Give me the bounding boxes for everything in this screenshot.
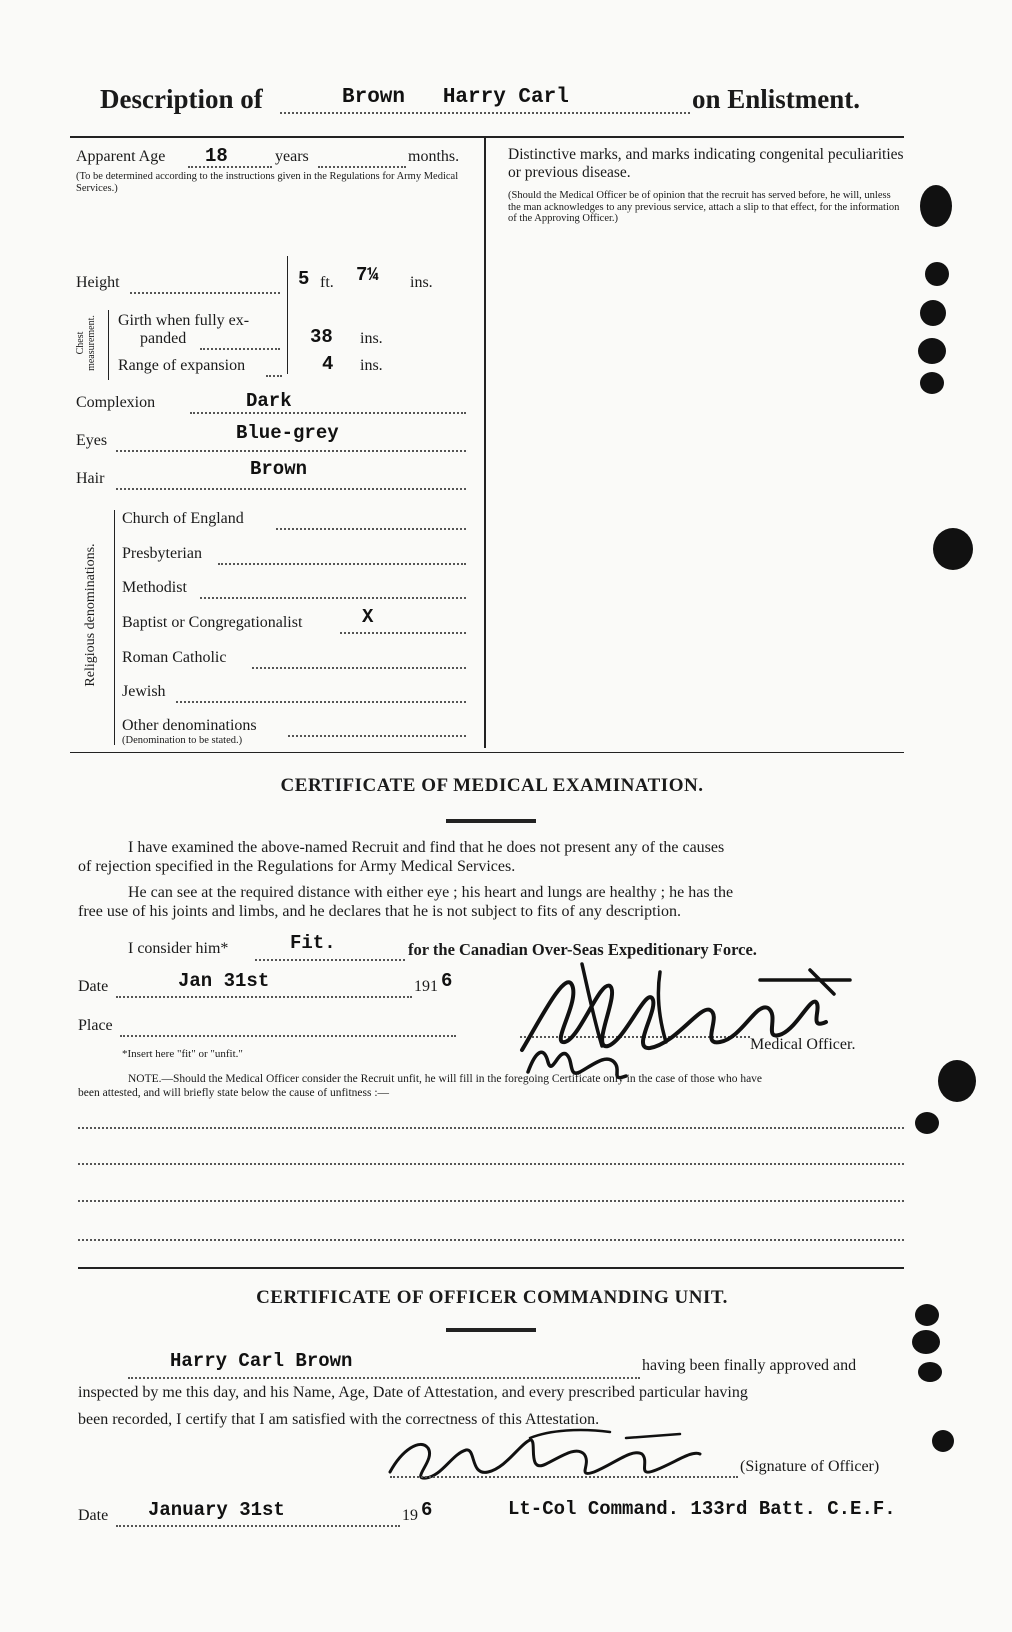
commanding-line3: been recorded, I certify that I am satisfied with the correctness of this Attestation. bbox=[78, 1411, 600, 1428]
punch-hole-8 bbox=[915, 1112, 939, 1134]
religion-dots-3 bbox=[340, 632, 466, 634]
years-label: years bbox=[275, 148, 309, 165]
religion-label-text: Religious denominations. bbox=[83, 543, 98, 687]
hair-dots bbox=[116, 488, 466, 490]
ft-label: ft. bbox=[320, 274, 334, 291]
unfit-line-3 bbox=[78, 1200, 904, 1202]
religion-baptist-label: Baptist or Congregationalist bbox=[122, 614, 303, 631]
age-years-line bbox=[188, 166, 272, 168]
consider-dots bbox=[255, 959, 405, 961]
punch-hole-6 bbox=[933, 528, 973, 570]
complexion-dots bbox=[190, 412, 466, 414]
punch-hole-11 bbox=[918, 1362, 942, 1382]
age-months-line bbox=[318, 166, 406, 168]
unfit-line-4 bbox=[78, 1239, 904, 1241]
medical-year-suffix: 6 bbox=[441, 970, 453, 992]
measure-divider bbox=[287, 256, 288, 374]
apparent-age-label: Apparent Age bbox=[76, 148, 166, 165]
girth-dots bbox=[200, 348, 280, 350]
commanding-year-prefix: 19 bbox=[402, 1507, 418, 1524]
consider-value: Fit. bbox=[290, 932, 336, 954]
middle-rule bbox=[70, 752, 904, 753]
age-years-value: 18 bbox=[205, 145, 228, 167]
medical-date-label: Date bbox=[78, 978, 109, 995]
commanding-title: CERTIFICATE OF OFFICER COMMANDING UNIT. bbox=[256, 1287, 728, 1308]
religion-dots-0 bbox=[276, 528, 466, 530]
commanding-year-suffix: 6 bbox=[421, 1499, 433, 1521]
range-label: Range of expansion bbox=[118, 357, 246, 374]
girth-label-1: Girth when fully ex- bbox=[118, 312, 250, 329]
months-label: months. bbox=[408, 148, 460, 165]
religion-dots-1 bbox=[218, 563, 466, 565]
place-label: Place bbox=[78, 1017, 113, 1034]
place-dots bbox=[120, 1035, 456, 1037]
range-value: 4 bbox=[322, 353, 334, 375]
religion-methodist: Methodist bbox=[122, 579, 187, 596]
heading-name-line bbox=[280, 112, 690, 114]
range-dots bbox=[266, 375, 282, 377]
medical-note-line1: NOTE.—Should the Medical Officer consider the Recruit unfit, he will fill in the foregoing Certificate only in the case of those who have bbox=[128, 1073, 763, 1085]
commanding-date-dots bbox=[116, 1525, 400, 1527]
marks-heading: Distinctive marks, and marks indicating congenital peculiarities or previous disease. bbox=[508, 146, 904, 181]
religion-dots-2 bbox=[200, 597, 466, 599]
commanding-line2: inspected by me this day, and his Name, Age, Date of Attestation, and every prescribed particular having bbox=[78, 1384, 748, 1401]
religion-dots-4 bbox=[252, 667, 466, 669]
recruit-name: Brown Harry Carl bbox=[342, 86, 569, 109]
medical-para1-line1: I have examined the above-named Recruit and find that he does not present any of the causes bbox=[128, 839, 725, 856]
denomination-note: (Denomination to be stated.) bbox=[122, 735, 243, 746]
height-dots bbox=[130, 292, 280, 294]
marks-note: (Should the Medical Officer be of opinion that the recruit has served before, he will, unless the man acknowledges to any previous service, attach a slip to that effect, for the information of the Approving Officer.) bbox=[508, 190, 900, 224]
religion-dots-5 bbox=[176, 701, 466, 703]
religion-roman-catholic: Roman Catholic bbox=[122, 649, 227, 666]
girth-value: 38 bbox=[310, 326, 333, 348]
commanding-rank-value: Lt-Col Command. 133rd Batt. C.E.F. bbox=[508, 1498, 896, 1520]
religion-presbyterian: Presbyterian bbox=[122, 545, 202, 562]
complexion-value: Dark bbox=[246, 390, 292, 412]
signature-dots bbox=[390, 1476, 738, 1478]
eyes-value: Blue-grey bbox=[236, 422, 339, 444]
commanding-name-dots bbox=[128, 1377, 640, 1379]
punch-hole-7 bbox=[938, 1060, 976, 1102]
column-divider bbox=[484, 136, 486, 748]
eyes-label: Eyes bbox=[76, 432, 108, 449]
height-ft-value: 5 bbox=[298, 268, 310, 290]
punch-hole-2 bbox=[925, 262, 949, 286]
medical-title: CERTIFICATE OF MEDICAL EXAMINATION. bbox=[280, 775, 704, 796]
complexion-label: Complexion bbox=[76, 394, 156, 411]
punch-hole-4 bbox=[918, 338, 946, 364]
religion-baptist bbox=[122, 614, 302, 632]
medical-date-value: Jan 31st bbox=[178, 970, 270, 992]
age-note: (To be determined according to the instructions given in the Regulations for Army Medical Services.) bbox=[76, 171, 459, 194]
chest-label bbox=[66, 308, 106, 378]
hair-value: Brown bbox=[250, 458, 308, 480]
chest-bracket bbox=[108, 310, 109, 380]
religion-baptist-mark: X bbox=[362, 606, 374, 628]
commanding-title-underline bbox=[446, 1328, 536, 1332]
eyes-dots bbox=[116, 450, 466, 452]
insert-note: *Insert here "fit" or "unfit." bbox=[122, 1048, 243, 1060]
top-rule bbox=[70, 136, 904, 138]
force-label: for the Canadian Over-Seas Expeditionary Force. bbox=[408, 940, 757, 959]
medical-officer-label: Medical Officer. bbox=[750, 1036, 856, 1053]
commanding-line1-suffix: having been finally approved and bbox=[642, 1357, 857, 1374]
chest-label-text: Chest measurement. bbox=[75, 315, 97, 371]
religion-dots-6 bbox=[288, 735, 466, 737]
hair-label: Hair bbox=[76, 470, 105, 487]
girth-ins-label: ins. bbox=[360, 330, 383, 347]
punch-hole-12 bbox=[932, 1430, 954, 1452]
heading-left: Description of bbox=[100, 84, 263, 114]
lower-rule bbox=[78, 1267, 904, 1269]
height-in-value: 7¼ bbox=[356, 264, 379, 286]
commanding-date-label: Date bbox=[78, 1507, 109, 1524]
unfit-line-1 bbox=[78, 1127, 904, 1129]
commanding-officer-signature bbox=[380, 1420, 720, 1490]
medical-para1-line2: of rejection specified in the Regulations for Army Medical Services. bbox=[78, 858, 516, 875]
punch-hole-5 bbox=[920, 372, 944, 394]
religion-other: Other denominations bbox=[122, 717, 257, 734]
height-label: Height bbox=[76, 274, 120, 291]
medical-title-underline bbox=[446, 819, 536, 823]
medical-year-prefix: 191 bbox=[414, 978, 438, 995]
heading-right: on Enlistment. bbox=[692, 84, 861, 114]
commanding-date-value: January 31st bbox=[148, 1499, 285, 1521]
punch-hole-10 bbox=[912, 1330, 940, 1354]
range-ins-label: ins. bbox=[360, 357, 383, 374]
medical-para2-line1: He can see at the required distance with either eye ; his heart and lungs are healthy ; he has the bbox=[128, 884, 734, 901]
religion-bracket bbox=[114, 510, 115, 745]
commanding-name-value: Harry Carl Brown bbox=[170, 1350, 353, 1372]
religion-church-of-england: Church of England bbox=[122, 510, 244, 527]
religion-label bbox=[68, 540, 114, 690]
medical-para2-line2: free use of his joints and limbs, and he declares that he is not subject to fits of any description. bbox=[78, 903, 681, 920]
religion-jewish: Jewish bbox=[122, 683, 166, 700]
punch-hole-3 bbox=[920, 300, 946, 326]
medical-date-dots bbox=[116, 996, 412, 998]
signature-label: (Signature of Officer) bbox=[740, 1458, 880, 1475]
punch-hole-1 bbox=[920, 185, 952, 227]
unfit-line-2 bbox=[78, 1163, 904, 1165]
consider-label: I consider him* bbox=[128, 940, 229, 957]
medical-note-line2: been attested, and will briefly state below the cause of unfitness :— bbox=[78, 1087, 390, 1099]
medical-officer-signature bbox=[510, 950, 870, 1090]
ins-label: ins. bbox=[410, 274, 433, 291]
girth-label-2: panded bbox=[140, 330, 187, 347]
